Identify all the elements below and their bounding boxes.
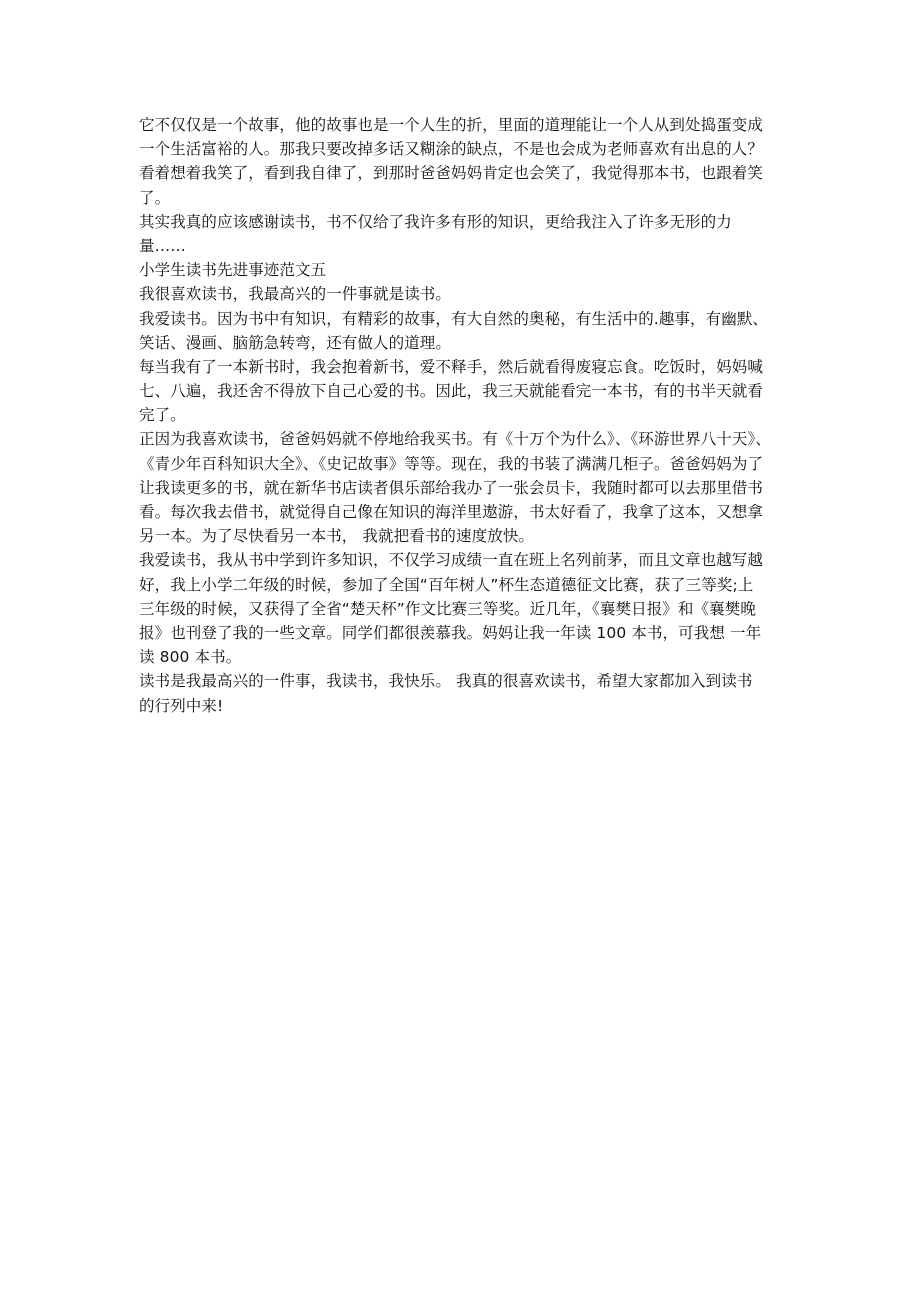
section-heading: 小学生读书先进事迹范文五 xyxy=(139,261,327,280)
text-line: 正因为我喜欢读书，爸爸妈妈就不停地给我买书。有《十万个为什么》、《环游世界八十天》、 xyxy=(139,430,771,449)
text-line: 其实我真的应该感谢读书，书不仅给了我许多有形的知识，更给我注入了许多无形的力 xyxy=(139,212,732,231)
text-line: 报》也刊登了我的一些文章。同学们都很羡慕我。妈妈让我一年读 100 本书，可我想 一年 xyxy=(139,623,762,642)
text-line: 我很喜欢读书，我最高兴的一件事就是读书。 xyxy=(139,285,452,304)
text-line: 《青少年百科知识大全》、《史记故事》等等。现在，我的书装了满满几柜子。爸爸妈妈为了 xyxy=(139,454,764,473)
text-line: 了。 xyxy=(139,188,171,207)
text-line: 七、八遍，我还舍不得放下自己心爱的书。因此，我三天就能看完一本书，有的书半天就看 xyxy=(139,382,764,401)
text-line: 读 800 本书。 xyxy=(139,648,242,667)
text-line: 笑话、漫画、脑筋急转弯，还有做人的道理。 xyxy=(139,333,452,352)
text-line: 一个生活富裕的人。那我只要改掉多话又糊涂的缺点，不是也会成为老师喜欢有出息的人？ xyxy=(139,140,764,159)
text-line: 每当我有了一本新书时，我会抱着新书，爱不释手，然后就看得废寝忘食。吃饭时，妈妈喊 xyxy=(139,357,764,376)
text-line: 看着想着我笑了，看到我自律了，到那时爸爸妈妈肯定也会笑了，我觉得那本书，也跟着笑 xyxy=(139,164,764,183)
text-line: 看。每次我去借书，就觉得自己像在知识的海洋里遨游，书太好看了，我拿了这本，又想拿 xyxy=(139,503,764,521)
text-line: 完了。 xyxy=(139,406,186,425)
text-line: 我爱读书。因为书中有知识，有精彩的故事，有大自然的奥秘，有生活中的.趣事，有幽默、 xyxy=(139,309,769,328)
document-body xyxy=(139,113,819,718)
text-line: 三年级的时候，又获得了全省“楚天杯”作文比赛三等奖。近几年，《襄樊日报》和《襄樊晚 xyxy=(139,599,756,618)
text-line: 好，我上小学二年级的时候，参加了全国“百年树人”杯生态道德征文比赛，获了三等奖;上 xyxy=(139,575,754,594)
text-line: 的行列中来! xyxy=(139,696,224,715)
text-line: 我爱读书，我从书中学到许多知识，不仅学习成绩一直在班上名列前茅，而且文章也越写越 xyxy=(139,551,764,570)
text-line: 读书是我最高兴的一件事，我读书，我快乐。 我真的很喜欢读书，希望大家都加入到读书 xyxy=(139,672,753,691)
text-line: 让我读更多的书，就在新华书店读者俱乐部给我办了一张会员卡，我随时都可以去那里借书 xyxy=(139,478,764,497)
text-line: 另一本。为了尽快看另一本书， 我就把看书的速度放快。 xyxy=(139,527,535,546)
text-line: 它不仅仅是一个故事，他的故事也是一个人生的折，里面的道理能让一个人从到处捣蛋变成 xyxy=(139,116,764,134)
text-line: 量…… xyxy=(139,236,186,255)
